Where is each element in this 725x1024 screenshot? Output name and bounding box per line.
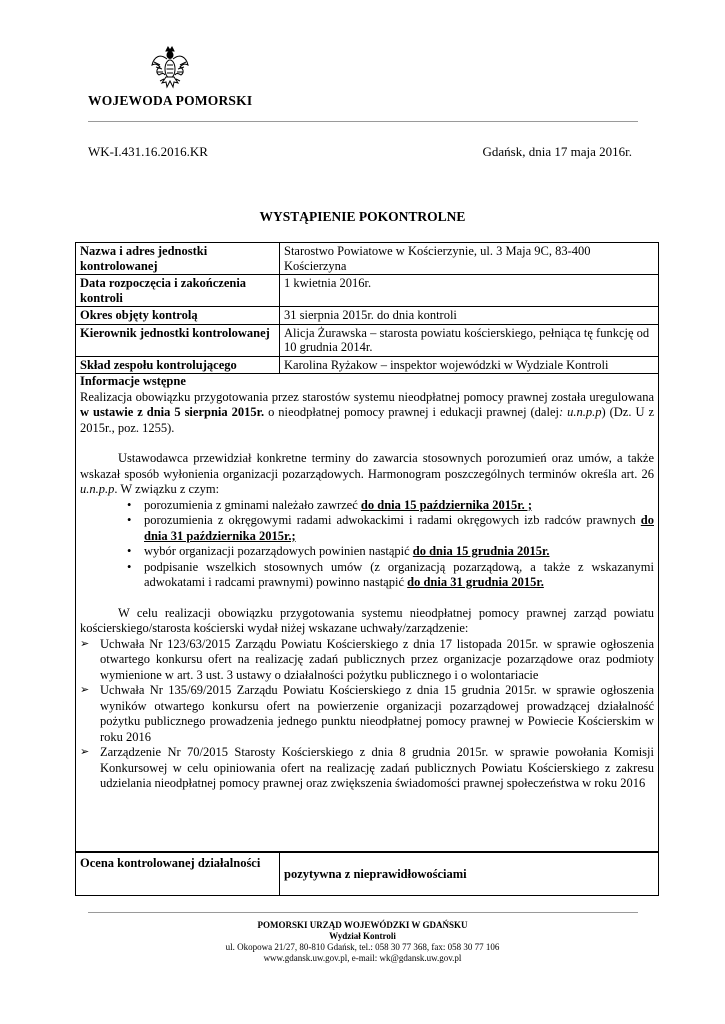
footer-office-name: POMORSKI URZĄD WOJEWÓDZKI W GDAŃSKU	[257, 920, 468, 930]
footer-department: Wydział Kontroli	[329, 931, 396, 941]
paragraph-resolutions: W celu realizacji obowiązku przygotowania systemu nieodpłatnej pomocy prawnej zarząd powiatu kościerskiego/starosta kościerski wydał niżej wskazane uchwały/zarządzenie:	[80, 605, 654, 635]
row-value: Starostwo Powiatowe w Kościerzynie, ul. 3 Maja 9C, 83-400 Kościerzyna	[280, 243, 659, 275]
list-item: • podpisanie wszelkich stosownych umów (z organizacją pozarządową, a także z wskazanymi adwokatami i radcami prawnymi) powinno nastąpić do dnia 31 grudnia 2015r.	[144, 560, 654, 591]
list-item: • wybór organizacji pozarządowych powinien nastąpić do dnia 15 grudnia 2015r.	[144, 544, 654, 560]
arrow-bullet-icon: ➢	[80, 746, 90, 758]
assessment-value: pozytywna z nieprawidłowościami	[280, 853, 659, 896]
list-item: ➢ Uchwała Nr 135/69/2015 Zarządu Powiatu Kościerskiego z dnia 15 grudnia 2015r. w sprawie ogłoszenia wyników otwartego konkursu ofert na powierzenie organizacji pozarządowej prowadzącej działalność pożytku publicznego prowadzenia jednego punktu nieodpłatnej pomocy prawnej w Powiecie Kościerskim w roku 2016	[80, 683, 654, 744]
reference-number: WK-I.431.16.2016.KR	[88, 144, 208, 159]
document-title: WYSTĄPIENIE POKONTROLNE	[259, 209, 466, 224]
place-and-date: Gdańsk, dnia 17 maja 2016r.	[482, 144, 632, 159]
paragraph-deadlines: Ustawodawca przewidział konkretne terminy do zawarcia stosownych porozumień oraz umów, a także wskazał sposób wyłonienia organizacji pozarządowych. Harmonogram poszczególnych terminów określa art. 26 u.n.p.p. W związku z czym:	[80, 451, 654, 496]
table-row	[76, 853, 659, 896]
row-label: Okres objęty kontrolą	[76, 307, 280, 325]
list-item: ➢ Zarządzenie Nr 70/2015 Starosty Kościerskiego z dnia 8 grudnia 2015r. w sprawie powołania Komisji Konkursowej w celu opiniowania ofert na realizację zadań publicznych Powiatu Kościerskiego z zakresu udzielania nieodpłatnej pomocy prawnej oraz zwiększenia świadomości prawnej społeczeństwa w roku 2016	[80, 745, 654, 790]
assessment-label: Ocena kontrolowanej działalności	[76, 853, 280, 896]
row-label: Nazwa i adres jednostki kontrolowanej	[76, 243, 280, 275]
arrow-bullet-icon: ➢	[80, 684, 90, 696]
header-divider	[88, 121, 638, 122]
polish-eagle-emblem-icon	[150, 45, 190, 89]
assessment-table	[75, 852, 659, 896]
table-row	[76, 275, 659, 307]
organization-name: WOJEWODA POMORSKI	[88, 93, 253, 108]
footer	[0, 920, 725, 964]
list-item: ➢ Uchwała Nr 123/63/2015 Zarządu Powiatu Kościerskiego z dnia 17 listopada 2015r. w sprawie ogłoszenia otwartego konkursu ofert na realizację zadań publicznych przez organizacje pozarządowe oraz podmioty wymienione w art. 3 ust. 3 ustawy o działalności pożytku publicznego i o wolontariacie	[80, 636, 654, 682]
row-label: Kierownik jednostki kontrolowanej	[76, 324, 280, 356]
table-row	[76, 324, 659, 356]
paragraph-intro: Realizacja obowiązku przygotowania przez starostów systemu nieodpłatnej pomocy prawnej została uregulowana w ustawie z dnia 5 sierpnia 2015r. o nieodpłatnej pomocy prawnej i edukacji prawnej (dalej: u.n.p.p) (Dz. U z 2015r., poz. 1255).	[80, 389, 654, 435]
row-value: Karolina Ryżakow – inspektor wojewódzki w Wydziale Kontroli	[280, 356, 659, 374]
table-row	[76, 307, 659, 325]
row-value: Alicja Żurawska – starosta powiatu kościerskiego, pełniąca tę funkcję od 10 grudnia 2014r.	[280, 324, 659, 356]
section-title: Informacje wstępne	[80, 374, 186, 388]
deadline-list	[144, 498, 654, 591]
footer-address: ul. Okopowa 21/27, 80-810 Gdańsk, tel.: 058 30 77 368, fax: 058 30 77 106	[225, 942, 500, 952]
row-label: Data rozpoczęcia i zakończenia kontroli	[76, 275, 280, 307]
row-value: 1 kwietnia 2016r.	[280, 275, 659, 307]
resolution-list	[80, 636, 654, 792]
preliminary-information-section	[75, 374, 659, 852]
list-item: • porozumienia z gminami należało zawrzeć do dnia 15 października 2015r. ;	[144, 498, 654, 514]
inspection-info-table	[75, 242, 659, 374]
footer-divider	[88, 912, 638, 913]
row-value: 31 sierpnia 2015r. do dnia kontroli	[280, 307, 659, 325]
footer-contact: www.gdansk.uw.gov.pl, e-mail: wk@gdansk.uw.gov.pl	[263, 953, 462, 963]
list-item: • porozumienia z okręgowymi radami adwokackimi i radami okręgowych izb radców prawnych do dnia 31 października 2015r.;	[144, 513, 654, 544]
table-row	[76, 243, 659, 275]
row-label: Skład zespołu kontrolującego	[76, 356, 280, 374]
table-row	[76, 356, 659, 374]
arrow-bullet-icon: ➢	[80, 637, 90, 650]
